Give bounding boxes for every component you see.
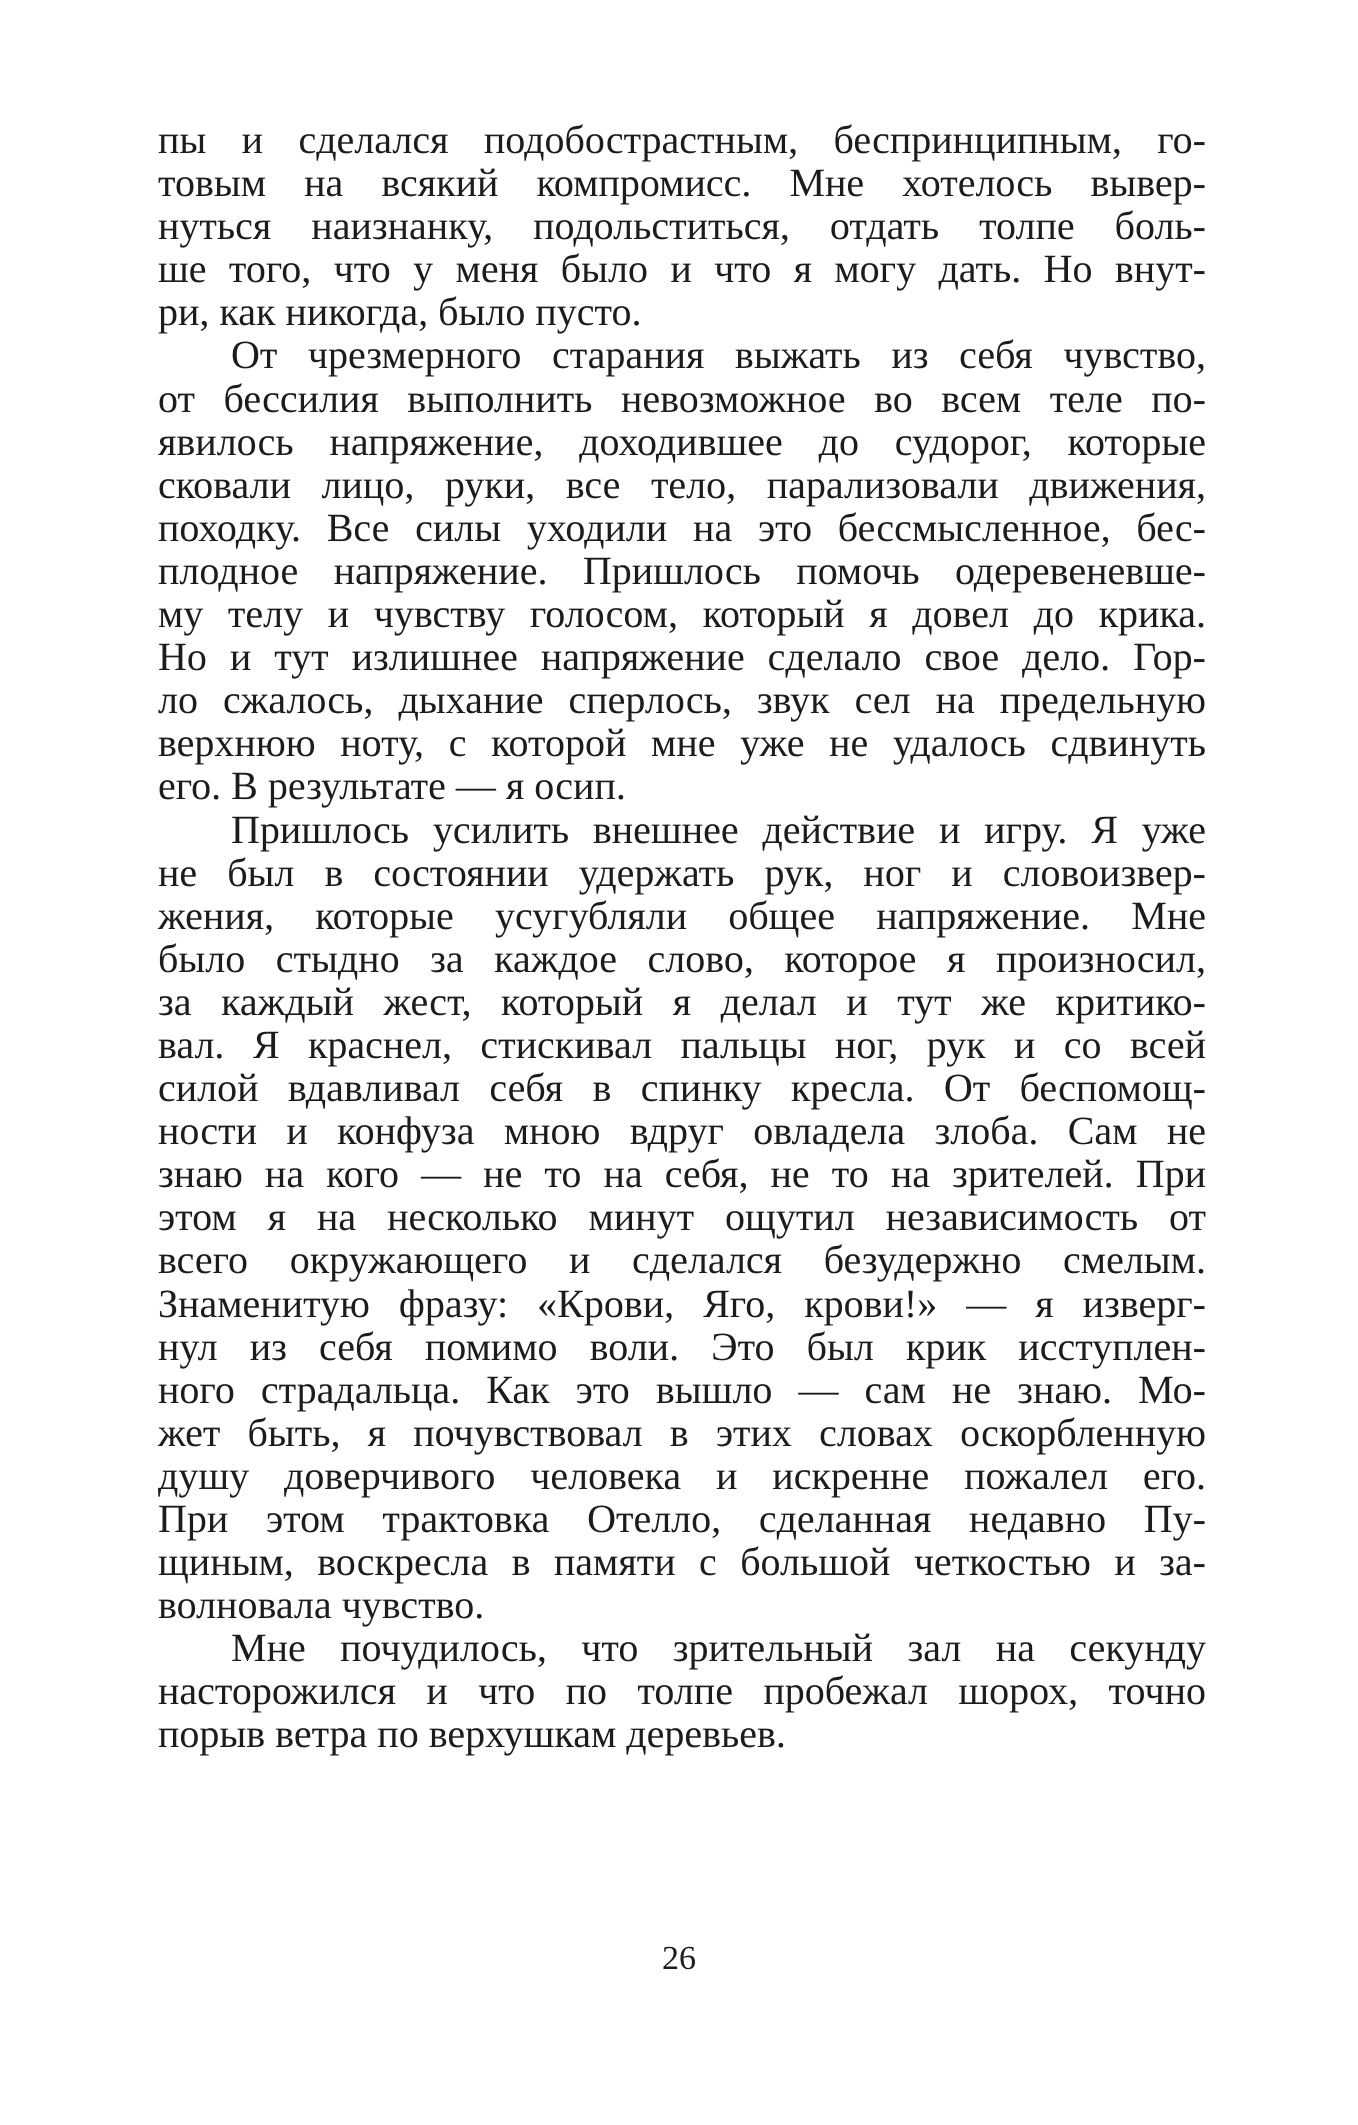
- text-line: этом я на несколько минут ощутил независимость от: [158, 1194, 1206, 1240]
- text-line: От чрезмерного старания выжать из себя чувство,: [231, 332, 1206, 378]
- text-line: жет быть, я почувствовал в этих словах оскорбленную: [158, 1409, 1206, 1455]
- text-line: походку. Все силы уходили на это бессмысленное, бес-: [158, 504, 1206, 550]
- text-line: душу доверчивого человека и искренне пожалел его.: [158, 1452, 1206, 1498]
- text-line: ного страдальца. Как это вышло — сам не знаю. Мо-: [158, 1366, 1206, 1412]
- text-line: порыв ветра по верхушкам деревьев.: [158, 1711, 786, 1757]
- paragraph: [158, 118, 1206, 333]
- text-line: жения, которые усугубляли общее напряжение. Мне: [158, 892, 1206, 938]
- paragraph: [158, 1626, 1206, 1755]
- text-line: его. В результате — я осип.: [158, 763, 626, 809]
- book-page-text: [158, 118, 1206, 1756]
- text-line: ности и конфуза мною вдруг овладела злоба. Сам не: [158, 1108, 1206, 1154]
- text-line: не был в состоянии удержать рук, ног и словоизвер-: [158, 849, 1206, 895]
- text-line: Пришлось усилить внешнее действие и игру. Я уже: [231, 806, 1206, 852]
- text-line: Мне почудилось, что зрительный зал на секунду: [231, 1625, 1206, 1671]
- text-line: явилось напряжение, доходившее до судорог, которые: [158, 418, 1206, 464]
- paragraph: [158, 808, 1206, 1627]
- text-line: знаю на кого — не то на себя, не то на зрителей. При: [158, 1151, 1206, 1197]
- text-line: сковали лицо, руки, все тело, парализовали движения,: [158, 461, 1206, 507]
- text-line: насторожился и что по толпе пробежал шорох, точно: [158, 1668, 1206, 1714]
- text-line: пы и сделался подобострастным, беспринципным, го-: [158, 117, 1206, 162]
- text-line: плодное напряжение. Пришлось помочь одеревеневше-: [158, 547, 1206, 593]
- text-line: ло сжалось, дыхание сперлось, звук сел на предельную: [158, 677, 1206, 723]
- text-line: волновала чувство.: [158, 1582, 485, 1628]
- text-line: от бессилия выполнить невозможное во всем теле по-: [158, 375, 1206, 421]
- text-line: При этом трактовка Отелло, сделанная недавно Пу-: [158, 1496, 1206, 1541]
- paragraph: [158, 333, 1206, 807]
- text-line: нул из себя помимо воли. Это был крик исступлен-: [158, 1323, 1206, 1369]
- text-line: силой вдавливал себя в спинку кресла. От беспомощ-: [158, 1065, 1206, 1111]
- text-line: было стыдно за каждое слово, которое я произносил,: [158, 935, 1206, 981]
- text-line: товым на всякий компромисс. Мне хотелось вывер-: [158, 160, 1206, 206]
- text-line: всего окружающего и сделался безудержно смелым.: [158, 1237, 1206, 1283]
- text-line: вал. Я краснел, стискивал пальцы ног, рук и со всей: [158, 1021, 1206, 1067]
- text-line: за каждый жест, который я делал и тут же критико-: [158, 978, 1206, 1024]
- text-line: нуться наизнанку, подольститься, отдать толпе боль-: [158, 203, 1206, 249]
- text-line: щиным, воскресла в памяти с большой четкостью и за-: [158, 1539, 1206, 1585]
- text-line: Но и тут излишнее напряжение сделало свое дело. Гор-: [158, 634, 1206, 680]
- text-line: му телу и чувству голосом, который я довел до крика.: [158, 591, 1206, 637]
- text-line: ше того, что у меня было и что я могу дать. Но внут-: [158, 246, 1206, 292]
- text-line: ри, как никогда, было пусто.: [158, 289, 642, 335]
- text-line: Знаменитую фразу: «Крови, Яго, крови!» — я изверг-: [158, 1280, 1206, 1326]
- page-number: 26: [662, 1940, 696, 1977]
- text-line: верхнюю ноту, с которой мне уже не удалось сдвинуть: [158, 720, 1206, 766]
